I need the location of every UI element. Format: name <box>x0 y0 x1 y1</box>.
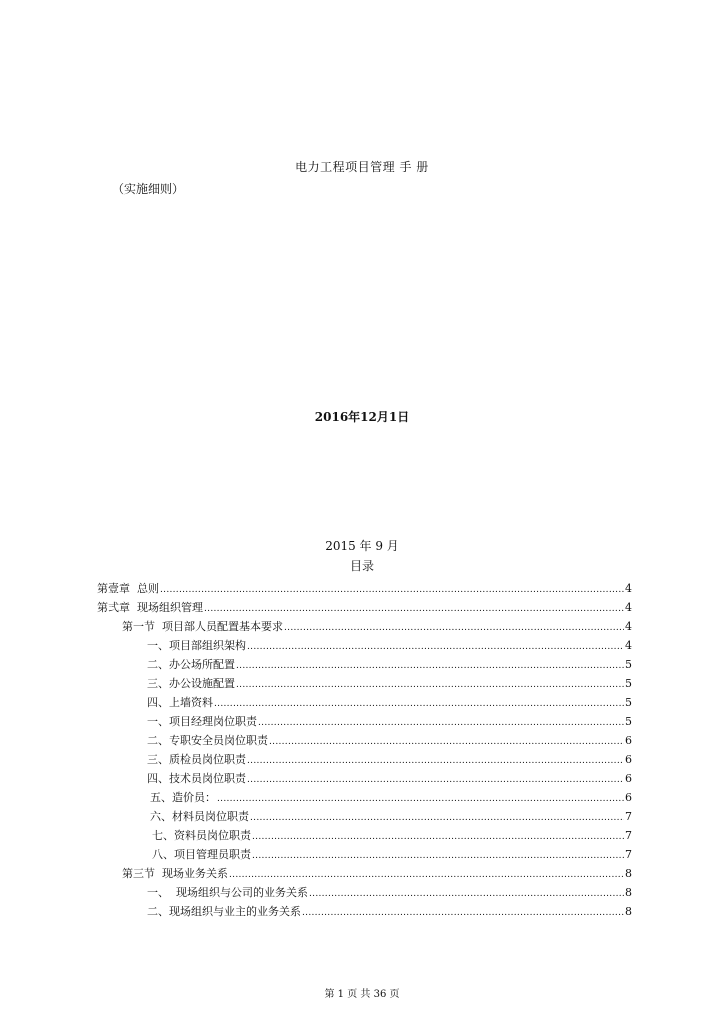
toc-entry[interactable] <box>97 598 632 617</box>
toc-entry-page: 8 <box>625 867 632 880</box>
toc-entry-page: 8 <box>625 886 632 899</box>
toc-leader-dots <box>250 807 624 826</box>
toc-entry-page: 5 <box>625 715 632 728</box>
toc-entry[interactable] <box>152 826 632 845</box>
toc-entry-page: 6 <box>625 734 632 747</box>
toc-entry-page: 4 <box>625 620 632 633</box>
toc-entry-page: 7 <box>625 829 632 842</box>
toc-entry[interactable] <box>147 655 632 674</box>
toc-leader-dots <box>214 693 624 712</box>
toc-entry-page: 6 <box>625 753 632 766</box>
toc-entry-label: 二、现场组织与业主的业务关系 <box>147 905 301 918</box>
toc-entry-page: 4 <box>625 639 632 652</box>
toc-entry-page: 4 <box>625 582 632 595</box>
toc-entry-page: 5 <box>625 696 632 709</box>
toc-leader-dots <box>302 902 624 921</box>
toc-entry-label: 七、资料员岗位职责 <box>152 829 251 842</box>
toc-entry[interactable] <box>147 750 632 769</box>
toc-entry[interactable] <box>150 807 632 826</box>
toc-entry[interactable] <box>97 579 632 598</box>
toc-entry-label: 一、项目部组织架构 <box>147 639 246 652</box>
toc-entry-page: 6 <box>625 772 632 785</box>
page-footer: 第 1 页 共 36 页 <box>324 989 400 1000</box>
toc-entry-label: 三、质检员岗位职责 <box>147 753 246 766</box>
toc-entry-label: 五、造价员： <box>150 791 216 804</box>
toc-entry[interactable] <box>122 864 632 883</box>
version-date: 2015 年 9 月 <box>325 539 399 553</box>
toc-entry-label: 第弍章 现场组织管理 <box>97 601 203 614</box>
toc-entry[interactable] <box>147 636 632 655</box>
toc-leader-dots <box>284 617 624 636</box>
toc-entry[interactable] <box>147 769 632 788</box>
toc-entry-page: 5 <box>625 677 632 690</box>
document-date: 2016年12月1日 <box>314 410 410 424</box>
toc-entry-page: 6 <box>625 791 632 804</box>
toc-entry[interactable] <box>147 731 632 750</box>
toc-entry[interactable] <box>122 617 632 636</box>
toc-entry-label: 四、上墙资料 <box>147 696 213 709</box>
toc-leader-dots <box>247 636 624 655</box>
toc-leader-dots <box>160 579 624 598</box>
toc-leader-dots <box>229 864 624 883</box>
toc-entry-label: 第一节 项目部人员配置基本要求 <box>122 620 283 633</box>
document-subtitle: （实施细则） <box>112 182 185 196</box>
toc-leader-dots <box>247 750 624 769</box>
toc-entry-page: 8 <box>625 905 632 918</box>
toc-entry-label: 一、项目经理岗位职责 <box>147 715 257 728</box>
toc-leader-dots <box>247 769 624 788</box>
toc-entry-page: 7 <box>625 810 632 823</box>
toc-entry[interactable] <box>147 883 632 902</box>
toc-leader-dots <box>236 674 624 693</box>
toc-entry-page: 5 <box>625 658 632 671</box>
toc-entry[interactable] <box>150 788 632 807</box>
toc-entry-label: 二、办公场所配置 <box>147 658 235 671</box>
toc-entry-label: 三、办公设施配置 <box>147 677 235 690</box>
toc-entry-page: 4 <box>625 601 632 614</box>
toc-leader-dots <box>217 788 624 807</box>
toc-entry-label: 二、专职安全员岗位职责 <box>147 734 268 747</box>
toc-leader-dots <box>309 883 624 902</box>
toc-entry-label: 第三节 现场业务关系 <box>122 867 228 880</box>
toc-leader-dots <box>252 845 624 864</box>
toc-leader-dots <box>269 731 624 750</box>
toc-entry-label: 四、技术员岗位职责 <box>147 772 246 785</box>
toc-entry-label: 一、 现场组织与公司的业务关系 <box>147 886 308 899</box>
toc-entry[interactable] <box>147 674 632 693</box>
toc-entry[interactable] <box>147 693 632 712</box>
toc-entry[interactable] <box>152 845 632 864</box>
toc-leader-dots <box>252 826 624 845</box>
toc-entry-label: 八、项目管理员职责 <box>152 848 251 861</box>
toc-leader-dots <box>258 712 624 731</box>
toc-heading: 目录 <box>349 559 374 573</box>
toc-entry-page: 7 <box>625 848 632 861</box>
toc-entry-label: 第壹章 总则 <box>97 582 159 595</box>
toc-entry[interactable] <box>147 712 632 731</box>
toc-leader-dots <box>204 598 624 617</box>
document-title: 电力工程项目管理 手 册 <box>295 160 429 174</box>
toc-entry-label: 六、材料员岗位职责 <box>150 810 249 823</box>
toc-leader-dots <box>236 655 624 674</box>
toc-entry[interactable] <box>147 902 632 921</box>
